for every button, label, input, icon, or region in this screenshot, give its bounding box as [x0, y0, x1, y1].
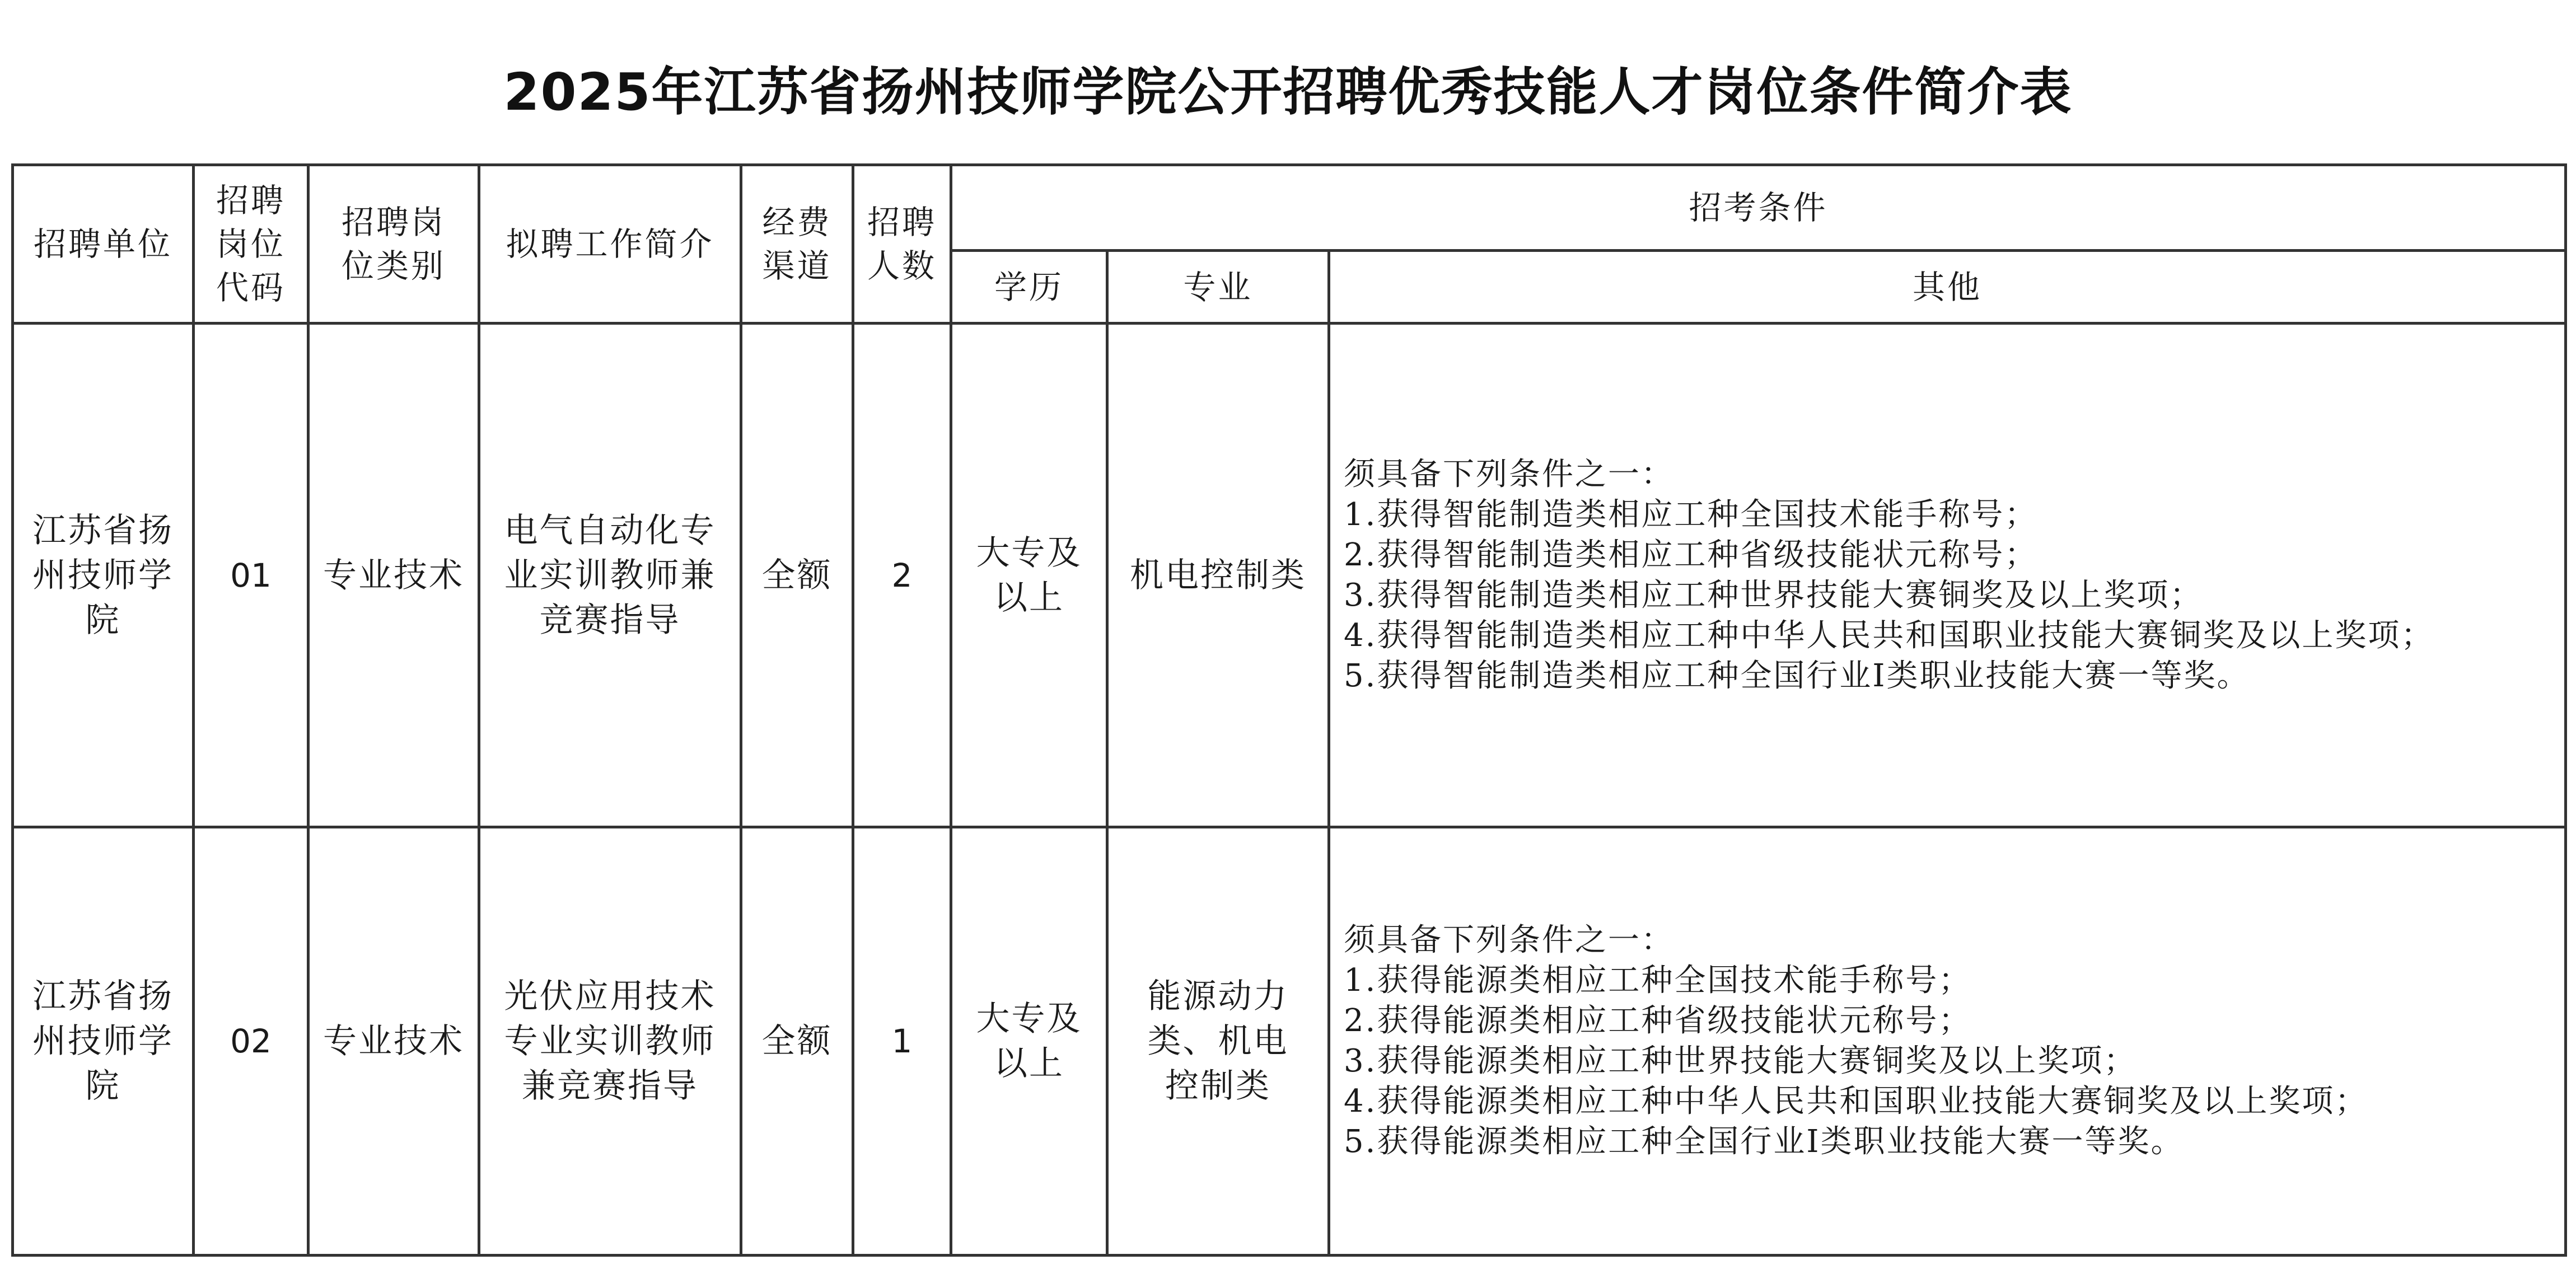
condition-line: 3.获得智能制造类相应工种世界技能大赛铜奖及以上奖项；: [1344, 577, 2203, 614]
condition-line: 须具备下列条件之一：: [1344, 922, 1674, 958]
condition-line: 4.获得能源类相应工种中华人民共和国职业技能大赛铜奖及以上奖项；: [1344, 1083, 2368, 1120]
cell-unit: 江苏省扬州技师学院: [13, 827, 194, 1256]
table-row: [13, 324, 2566, 827]
cell-count: 1: [853, 827, 951, 1256]
cell-code: 01: [194, 324, 308, 827]
cell-other: [1329, 827, 2566, 1256]
cell-unit: 江苏省扬州技师学院: [13, 324, 194, 827]
cell-major: 机电控制类: [1107, 324, 1329, 827]
table-row: [13, 827, 2566, 1256]
header-code: 招聘岗位代码: [194, 165, 308, 324]
cell-education: 大专及以上: [951, 827, 1107, 1256]
cell-category: 专业技术: [308, 324, 479, 827]
header-row-top: [13, 165, 2566, 251]
condition-line: 3.获得能源类相应工种世界技能大赛铜奖及以上奖项；: [1344, 1043, 2137, 1079]
cell-count: 2: [853, 324, 951, 827]
condition-line: 1.获得能源类相应工种全国技术能手称号；: [1344, 962, 1972, 999]
header-conditions: 招考条件: [951, 165, 2566, 251]
cell-job-desc: 光伏应用技术专业实训教师兼竞赛指导: [479, 827, 741, 1256]
header-category: 招聘岗位类别: [308, 165, 479, 324]
cell-funding: 全额: [741, 324, 853, 827]
header-funding: 经费渠道: [741, 165, 853, 324]
header-unit: 招聘单位: [13, 165, 194, 324]
header-major: 专业: [1107, 251, 1329, 324]
condition-line: 须具备下列条件之一：: [1344, 456, 1674, 493]
condition-line: 2.获得能源类相应工种省级技能状元称号；: [1344, 1003, 1972, 1039]
header-job-desc: 拟聘工作简介: [479, 165, 741, 324]
cell-category: 专业技术: [308, 827, 479, 1256]
condition-line: 4.获得智能制造类相应工种中华人民共和国职业技能大赛铜奖及以上奖项；: [1344, 617, 2434, 654]
condition-line: 1.获得智能制造类相应工种全国技术能手称号；: [1344, 496, 2038, 533]
header-education: 学历: [951, 251, 1107, 324]
condition-line: 5.获得能源类相应工种全国行业I类职业技能大赛一等奖。: [1344, 1123, 2184, 1160]
cell-other: [1329, 324, 2566, 827]
cell-job-desc: 电气自动化专业实训教师兼竞赛指导: [479, 324, 741, 827]
cell-funding: 全额: [741, 827, 853, 1256]
condition-line: 5.获得智能制造类相应工种全国行业I类职业技能大赛一等奖。: [1344, 657, 2250, 694]
page-title: 2025年江苏省扬州技师学院公开招聘优秀技能人才岗位条件简介表: [503, 62, 2073, 122]
positions-table: [11, 163, 2567, 1257]
cell-code: 02: [194, 827, 308, 1256]
cell-education: 大专及以上: [951, 324, 1107, 827]
header-other: 其他: [1329, 251, 2566, 324]
cell-major: 能源动力类、机电控制类: [1107, 827, 1329, 1256]
condition-line: 2.获得智能制造类相应工种省级技能状元称号；: [1344, 536, 2038, 573]
header-count: 招聘人数: [853, 165, 951, 324]
